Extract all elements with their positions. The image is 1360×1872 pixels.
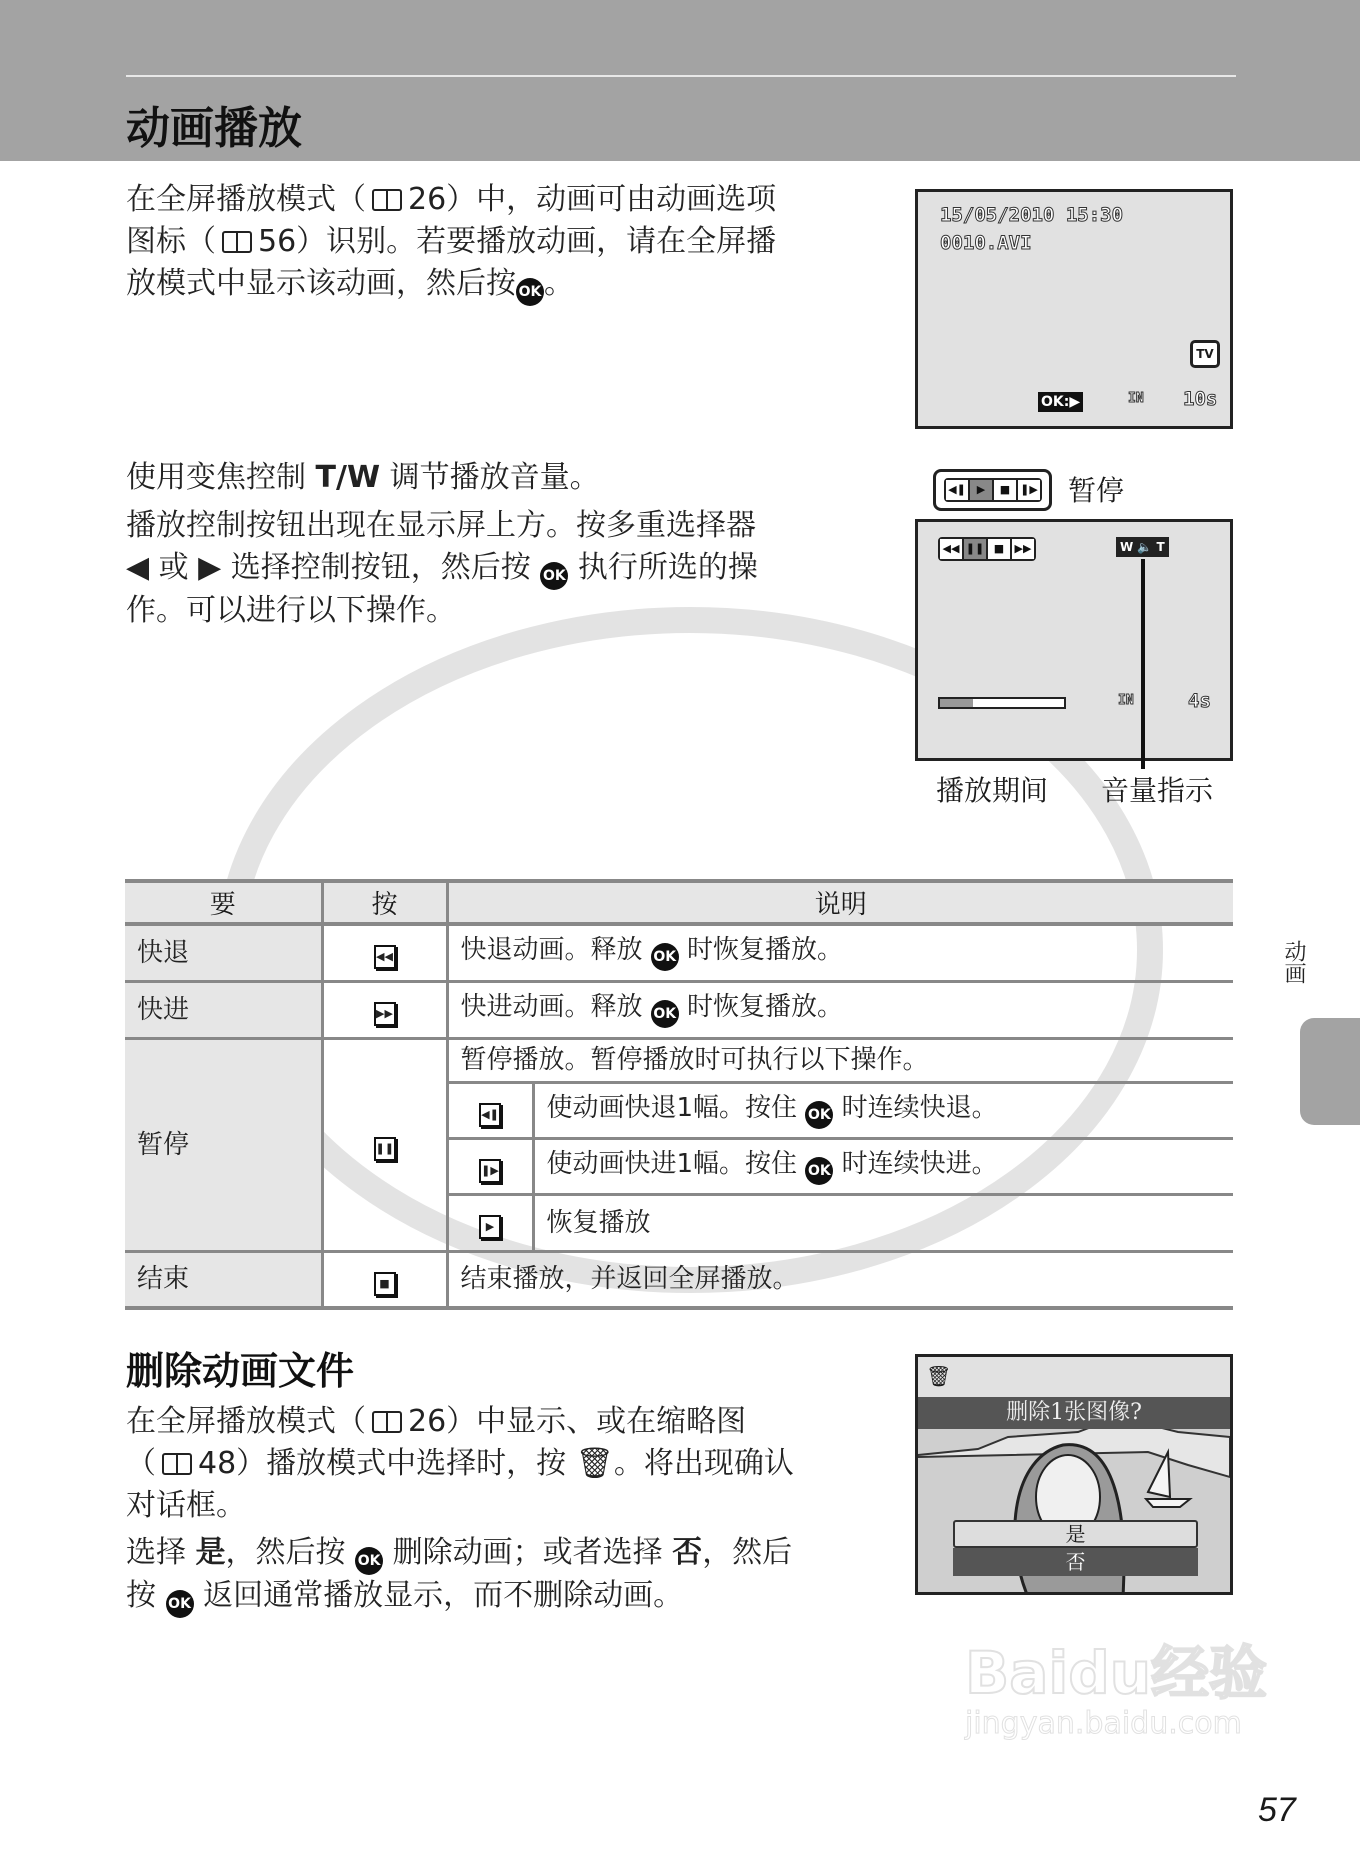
ok-button-icon: OK <box>805 1101 833 1129</box>
text: 使动画快退1幅。按住 <box>546 1092 798 1123</box>
camera-screen-playback <box>915 519 1233 761</box>
text: 时恢复播放。 <box>687 992 844 1022</box>
rewind-icon: ◀◀ <box>940 539 962 559</box>
stop-icon: ■ <box>374 1272 396 1296</box>
baidu-url: jingyan.baidu.com <box>965 1706 1242 1741</box>
action: 暂停 <box>125 1038 322 1251</box>
camera-screen-full-frame <box>915 189 1233 429</box>
ok-button-icon: OK <box>651 943 679 971</box>
progress-fill <box>940 699 973 707</box>
internal-memory-icon: IN <box>1128 391 1144 406</box>
baidu-watermark <box>965 1640 1267 1742</box>
text: 执行所选的操 <box>577 550 758 585</box>
text: 48）播放模式中选择时，按 <box>198 1446 567 1481</box>
control-bar-playing <box>938 537 1036 561</box>
text: 使动画快进1幅。按住 <box>546 1148 798 1179</box>
text: 对话框。 <box>126 1488 246 1523</box>
tv-movie-icon: TV <box>1190 340 1220 368</box>
yes-option[interactable]: 是 <box>953 1520 1198 1548</box>
text: 在全屏播放模式（ <box>126 1404 366 1439</box>
fast-forward-icon: ▶▶ <box>1012 539 1034 559</box>
text: 按 <box>126 1578 156 1613</box>
duration: 10s <box>1183 388 1218 410</box>
text: 时连续快退。 <box>841 1092 998 1123</box>
yes-label: 是 <box>195 1535 226 1570</box>
text: 图标（ <box>126 224 216 259</box>
step-forward-icon: ❚▶ <box>1018 480 1040 500</box>
text: （ <box>126 1446 156 1481</box>
callout-label: 暂停 <box>1068 474 1125 507</box>
pause-callout <box>933 469 1052 511</box>
chapter-side-tab <box>1300 1018 1360 1125</box>
trash-icon: 🗑 <box>926 1364 952 1388</box>
delete-paragraph-2 <box>126 1532 792 1618</box>
action: 快退 <box>125 924 322 981</box>
table-row <box>125 981 1233 1038</box>
text: 恢复播放 <box>533 1194 1233 1251</box>
text: 使用变焦控制 <box>126 460 316 495</box>
text: 。将出现确认 <box>613 1446 794 1481</box>
text: 26）中显示、或在缩略图 <box>408 1404 747 1439</box>
header-description: 说明 <box>447 881 1233 924</box>
text: 时恢复播放。 <box>687 935 844 966</box>
action: 快进 <box>125 981 322 1038</box>
pause-icon: ❚❚ <box>964 539 986 559</box>
header-rule <box>126 75 1236 77</box>
text: 暂停播放。暂停播放时可执行以下操作。 <box>447 1038 1233 1082</box>
table-row <box>125 1038 1233 1082</box>
volume-pointer-line <box>1141 559 1145 769</box>
zoom-t-label: T <box>1156 540 1165 554</box>
duration: 4s <box>1188 690 1211 712</box>
volume-indicator: W 🔈 T <box>1116 537 1169 557</box>
baidu-brand: Baidu经验 <box>965 1639 1268 1707</box>
text: 作。可以进行以下操作。 <box>126 593 456 628</box>
rewind-icon: ◀◀ <box>374 945 396 969</box>
ok-button-icon: OK <box>805 1157 833 1185</box>
fast-forward-icon: ▶▶ <box>374 1002 396 1026</box>
controls-paragraph <box>126 505 758 632</box>
ok-play-hint: OK:▶ <box>1038 392 1083 412</box>
section-title: 删除动画文件 <box>126 1349 355 1393</box>
book-icon <box>372 189 402 211</box>
page-title: 动画播放 <box>126 103 302 154</box>
book-icon <box>162 1453 192 1475</box>
datetime: 15/05/2010 15:30 <box>940 204 1124 226</box>
text: 。 <box>544 266 574 301</box>
text: 结束播放，并返回全屏播放。 <box>460 1264 799 1295</box>
intro-paragraph <box>126 179 776 306</box>
header-button: 按 <box>322 881 447 924</box>
ok-button-icon: OK <box>651 1000 679 1028</box>
text: 快进动画。释放 <box>460 992 643 1022</box>
ok-button-icon: OK <box>540 562 568 590</box>
delete-paragraph-1 <box>126 1401 794 1527</box>
control-bar-paused <box>944 478 1042 502</box>
text: 播放控制按钮出现在显示屏上方。按多重选择器 <box>126 508 756 543</box>
volume-paragraph <box>126 457 600 499</box>
trash-icon: 🗑 <box>575 1446 614 1481</box>
delete-prompt: 删除1张图像? <box>918 1397 1230 1429</box>
text: 快退动画。释放 <box>460 935 643 966</box>
ok-button-icon: OK <box>516 278 544 306</box>
play-icon: ▶ <box>479 1215 501 1239</box>
playback-progress-bar <box>938 697 1066 709</box>
pause-icon: ❚❚ <box>374 1137 396 1161</box>
ok-button-icon: OK <box>355 1547 383 1575</box>
text: ◀ 或 ▶ 选择控制按钮，然后按 <box>126 550 531 585</box>
step-back-icon: ◀❚ <box>479 1103 501 1127</box>
playback-duration-label: 播放期间 <box>936 774 1049 807</box>
text: 在全屏播放模式（ <box>126 182 366 217</box>
text: 调节播放音量。 <box>380 460 600 495</box>
step-forward-icon: ❚▶ <box>479 1159 501 1183</box>
text: 选择 <box>126 1535 196 1570</box>
stop-icon: ■ <box>988 539 1010 559</box>
zoom-w-label: W <box>1120 540 1134 554</box>
action: 结束 <box>125 1251 322 1308</box>
ok-button-icon: OK <box>166 1590 194 1618</box>
filename: 0010.AVI <box>940 232 1032 254</box>
tw-label: T/W <box>315 460 381 495</box>
header-action: 要 <box>125 881 322 924</box>
text: ，然后 <box>702 1535 793 1570</box>
no-option[interactable]: 否 <box>953 1548 1198 1576</box>
camera-screen-delete-dialog <box>915 1354 1233 1595</box>
book-icon <box>372 1411 402 1433</box>
chapter-label: 动画 <box>1281 940 1306 984</box>
controls-table <box>125 879 1233 1310</box>
step-back-icon: ◀❚ <box>946 480 968 500</box>
stop-icon: ■ <box>994 480 1016 500</box>
text: 56）识别。若要播放动画，请在全屏播 <box>258 224 777 259</box>
book-icon <box>222 231 252 253</box>
internal-memory-icon: IN <box>1118 693 1134 708</box>
text: 放模式中显示该动画，然后按 <box>126 266 516 301</box>
text: 时连续快进。 <box>841 1148 998 1179</box>
volume-indicator-label: 音量指示 <box>1101 774 1214 807</box>
text: 删除动画；或者选择 <box>392 1535 673 1570</box>
page-number: 57 <box>1258 1791 1296 1829</box>
table-row <box>125 924 1233 981</box>
table-row <box>125 1251 1233 1308</box>
no-label: 否 <box>672 1535 703 1570</box>
text: 26）中，动画可由动画选项 <box>408 182 777 217</box>
play-icon: ▶ <box>970 480 992 500</box>
text: 返回通常播放显示，而不删除动画。 <box>203 1578 684 1613</box>
text: ，然后按 <box>225 1535 346 1570</box>
